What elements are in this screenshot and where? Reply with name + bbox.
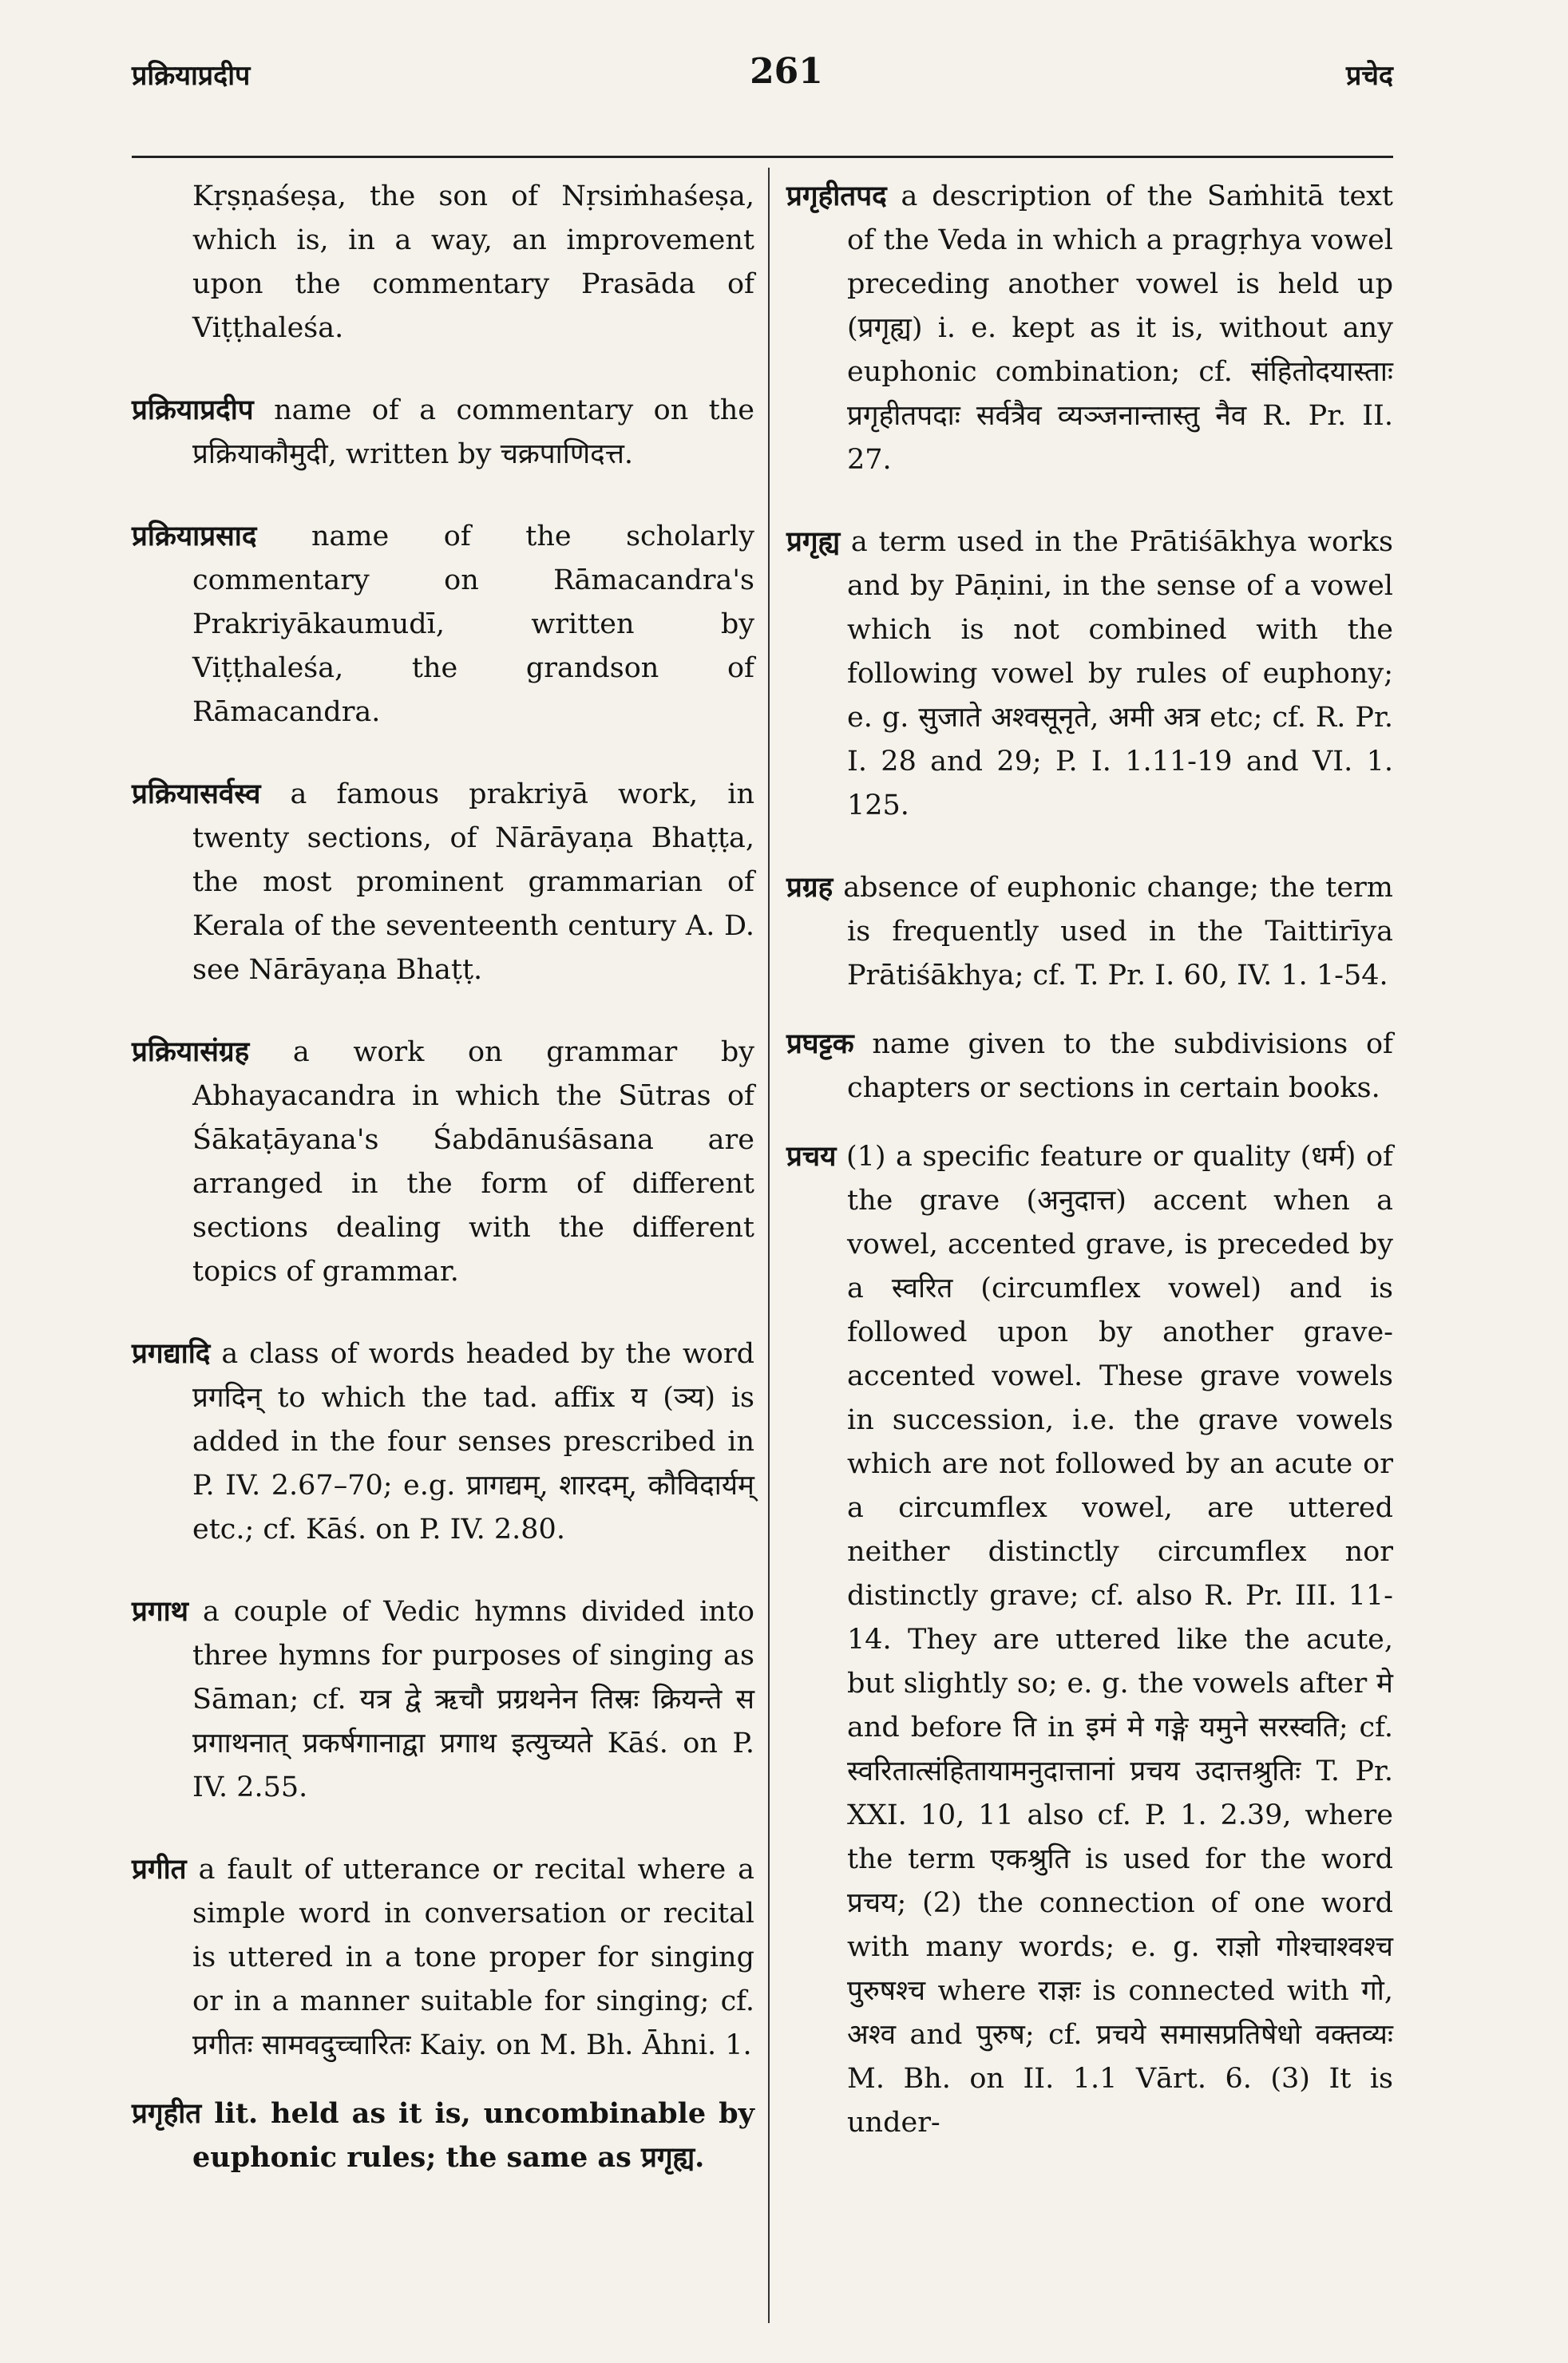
entry-headword: प्रक्रियाप्रसाद (132, 520, 257, 552)
entry-definition: name given to the subdivisions of chapters or sections in certain books. (847, 1028, 1393, 1104)
page-number: 261 (750, 51, 823, 92)
entry-definition: a famous prakriyā work, in twenty sections, of Nārāyaṇa Bhaṭṭa, the most prominent grammarian of Kerala of the seventeenth century A. D. see Nārāyaṇa Bhaṭṭ. (192, 778, 754, 986)
dictionary-entry (132, 1847, 754, 2068)
dictionary-entry (786, 520, 1393, 828)
entry-headword: प्रक्रियासंग्रह (132, 1035, 250, 1068)
entry-headword: प्रगद्यादि (132, 1337, 211, 1370)
entry-definition: a description of the Saṁhitā text of the Veda in which a pragṛhya vowel preceding another vowel is held up (प्रगृह्य) i. e. kept as it is, without any euphonic combination; cf. संहितोदयास्ताः प्रगृहीतपदाः सर्वत्रैव व्यञ्जनान्तास्तु नैव R. Pr. II. 27. (847, 180, 1393, 476)
dictionary-entry (132, 174, 754, 350)
entry-headword: प्रग्रह (786, 871, 833, 904)
left-column (132, 174, 754, 2217)
entry-headword: प्रघट्टक (786, 1027, 854, 1060)
entry-headword: प्रगाथ (132, 1595, 189, 1628)
dictionary-entry (132, 2092, 754, 2179)
entry-headword: प्रगृह्य (786, 525, 841, 558)
page-header (132, 51, 1393, 112)
dictionary-entry (786, 174, 1393, 482)
entry-definition: (1) a specific feature or quality (धर्म) of the grave (अनुदात्त) accent when a vowel, accented grave, is preceded by a स्वरित (circumflex vowel) and is followed upon by another grave-accented vowel. These grave vowels in succession, i.e. the grave vowels which are not followed by an acute or a circumflex vowel, are uttered neither distinctly circumflex nor distinctly grave; cf. also R. Pr. III. 11-14. They are uttered like the acute, but slightly so; e. g. the vowels after मे and before ति in इमं मे गङ्गे यमुने सरस्वति; cf. स्वरितात्संहितायामनुदात्तानां प्रचय उदात्तश्रुतिः T. Pr. XXI. 10, 11 also cf. P. 1. 2.39, where the term एकश्रुति is used for the word प्रचय; (2) the connection of one word with many words; e. g. राज्ञो गोश्चाश्वश्च पुरुषश्च where राज्ञः is connected with गो, अश्व and पुरुष; cf. प्रचये समासप्रतिषेधो वक्तव्यः M. Bh. on II. 1.1 Vārt. 6. (3) It is under- (845, 1141, 1393, 2139)
entry-definition: a fault of utterance or recital where a simple word in conversation or recital is uttered in a tone proper for singing or in a manner suitable for singing; cf. प्रगीतः सामवदुच्चारितः Kaiy. on M. Bh. Āhni. 1. (192, 1854, 754, 2061)
entry-definition: a class of words headed by the word प्रगदिन् to which the tad. affix य (ञ्य) is added in the four senses prescribed in P. IV. 2.67–70; e.g. प्रागद्यम्, शारदम्, कौविदार्यम् etc.; cf. Kāś. on P. IV. 2.80. (192, 1338, 754, 1546)
dictionary-entry (132, 772, 754, 992)
dictionary-entry (786, 1022, 1393, 1110)
header-rule (132, 156, 1393, 158)
entry-definition: a couple of Vedic hymns divided into three hymns for purposes of singing as Sāman; cf. यत्र द्वे ऋचौ प्रग्रथनेन तिस्रः क्रियन्ते स प्रगाथनात् प्रकर्षगानाद्वा प्रगाथ इत्युच्यते Kāś. on P. IV. 2.55. (192, 1596, 754, 1803)
right-column (786, 174, 1393, 2183)
entry-headword: प्रक्रियासर्वस्व (132, 778, 261, 810)
entry-definition: a term used in the Prātiśākhya works and by Pāṇini, in the sense of a vowel which is not combined with the following vowel by rules of euphony; e. g. सुजाते अश्वसूनृते, अमी अत्र etc; cf. R. Pr. I. 28 and 29; P. I. 1.11-19 and VI. 1. 125. (847, 526, 1393, 821)
column-divider (768, 168, 770, 2323)
entry-definition: lit. held as it is, uncombinable by euphonic rules; the same as प्रगृह्य. (192, 2097, 754, 2174)
entry-definition: absence of euphonic change; the term is frequently used in the Taittirīya Prātiśākhya; cf. T. Pr. I. 60, IV. 1. 1-54. (843, 872, 1393, 992)
dictionary-entry (132, 1030, 754, 1294)
entry-definition: a work on grammar by Abhayacandra in which the Sūtras of Śākaṭāyana's Śabdānuśāsana are arranged in the form of different sections dealing with the different topics of grammar. (192, 1036, 754, 1288)
dictionary-entry (132, 1332, 754, 1552)
entry-headword: प्रगृहीत (132, 2097, 202, 2130)
entry-headword: प्रगीत (132, 1853, 187, 1886)
running-head-right: प्रचेद (1346, 60, 1393, 92)
entry-headword: प्रगृहीतपद (786, 180, 887, 212)
dictionary-entry (786, 865, 1393, 998)
entry-definition: name of the scholarly commentary on Rāmacandra's Prakriyākaumudī, written by Viṭṭhaleśa, the grandson of Rāmacandra. (192, 520, 754, 728)
entry-headword: प्रचय (786, 1140, 837, 1173)
entry-definition: name of a commentary on the प्रक्रियाकौमुदी, written by चक्रपाणिदत्त. (192, 394, 754, 470)
dictionary-entry (132, 1589, 754, 1810)
dictionary-entry (786, 1134, 1393, 2145)
entry-definition: Kṛṣṇaśeṣa, the son of Nṛsiṁhaśeṣa, which is, in a way, an improvement upon the commentary Prasāda of Viṭṭhaleśa. (192, 180, 754, 344)
dictionary-entry (132, 388, 754, 477)
entry-headword: प्रक्रियाप्रदीप (132, 394, 254, 426)
dictionary-entry (132, 514, 754, 734)
running-head-left: प्रक्रियाप्रदीप (132, 60, 251, 92)
